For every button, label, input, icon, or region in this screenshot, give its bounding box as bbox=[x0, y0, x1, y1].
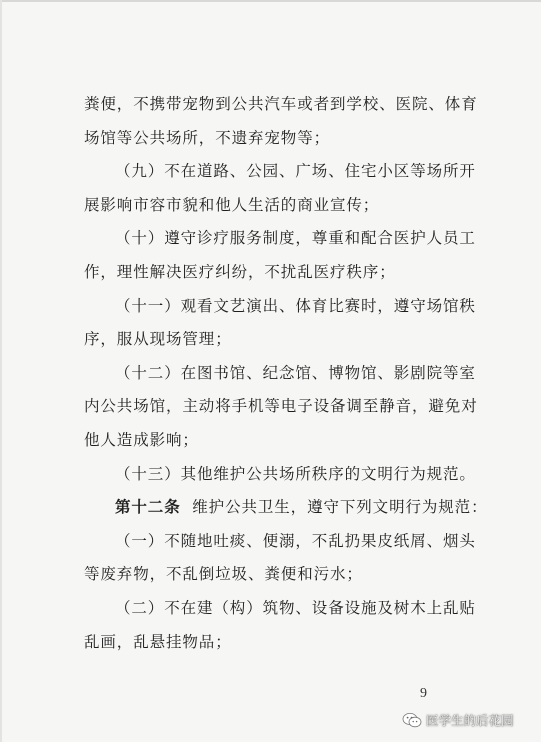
page-number: 9 bbox=[420, 686, 427, 701]
text-line: 内公共场馆，主动将手机等电子设备调至静音，避免对 bbox=[84, 397, 478, 416]
text-line: （十一）观看文艺演出、体育比赛时，遵守场馆秩 bbox=[115, 296, 476, 315]
text-line: 展影响市容市貌和他人生活的商业宣传； bbox=[84, 195, 380, 214]
text-line: 序，服从现场管理； bbox=[84, 330, 232, 349]
text-line: 作，理性解决医疗纠纷，不扰乱医疗秩序； bbox=[84, 262, 396, 281]
text-line: 场馆等公共场所，不遗弃宠物等； bbox=[84, 128, 331, 147]
text-line: （九）不在道路、公园、广场、住宅小区等场所开 bbox=[115, 162, 476, 181]
text-line: 他人造成影响； bbox=[84, 430, 199, 449]
text-line: （一）不随地吐痰、便溺，不乱扔果皮纸屑、烟头 bbox=[115, 531, 476, 550]
article-line bbox=[84, 491, 488, 525]
text-line: 粪便，不携带宠物到公共汽车或者到学校、医院、体育 bbox=[84, 95, 478, 113]
text-line: （十三）其他维护公共场所秩序的文明行为规范。 bbox=[115, 464, 476, 483]
text-line: 等废弃物，不乱倒垃圾、粪便和污水； bbox=[84, 565, 363, 584]
wechat-icon bbox=[402, 712, 422, 728]
text-line: 乱画，乱悬挂物品； bbox=[84, 632, 232, 651]
watermark-text: 医学生的后花园 bbox=[426, 713, 514, 728]
text-line: （十二）在图书馆、纪念馆、博物馆、影剧院等室 bbox=[115, 363, 476, 382]
text-line: （十）遵守诊疗服务制度，尊重和配合医护人员工 bbox=[115, 229, 476, 248]
article-label: 第十二条 bbox=[115, 498, 181, 517]
page-top-edge bbox=[0, 0, 541, 2]
text-line: （二）不在建（构）筑物、设备设施及树木上乱贴 bbox=[115, 598, 476, 617]
page-left-edge bbox=[0, 0, 2, 742]
watermark bbox=[402, 709, 514, 731]
article-text: 维护公共卫生，遵守下列文明行为规范： bbox=[192, 498, 488, 517]
body-text bbox=[84, 88, 488, 659]
